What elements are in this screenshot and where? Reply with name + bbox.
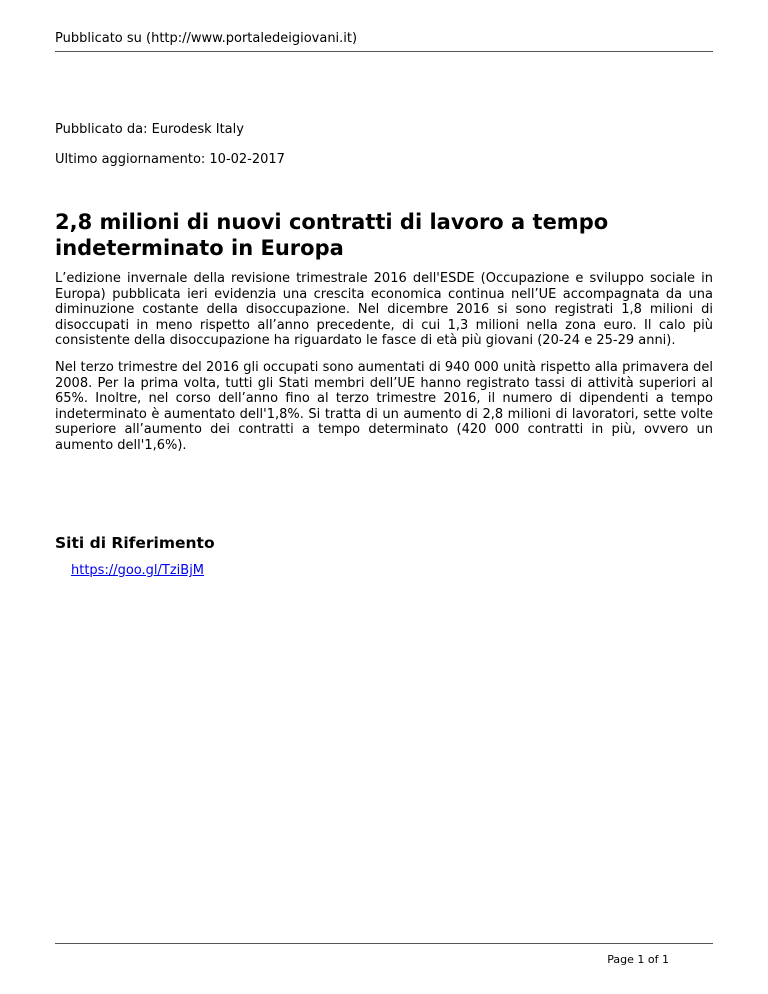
last-updated-line: Ultimo aggiornamento: 10-02-2017 bbox=[55, 152, 285, 167]
reference-link[interactable]: https://goo.gl/TziBjM bbox=[71, 563, 205, 578]
page-number: Page 1 of 1 bbox=[607, 953, 669, 966]
article-paragraph-2: Nel terzo trimestre del 2016 gli occupati sono aumentati di 940 000 unità rispetto alla primavera del 2008. Per la prima volta, tutti gli Stati membri dell’UE hanno registrato tassi di attività superiori al 65%. Inoltre, nel corso dell’anno fino al terzo trimestre 2016, il numero di dipendenti a tempo indeterminato è aumentato dell'1,8%. Si tratta di un aumento di 2,8 milioni di lavoratori, sette volte superiore all’aumento dei contratti a tempo determinato (420 000 contratti in più, ovvero un aumento dell'1,6%). bbox=[55, 360, 713, 453]
publisher-line: Pubblicato da: Eurodesk Italy bbox=[55, 122, 244, 137]
references-heading: Siti di Riferimento bbox=[55, 534, 215, 552]
article-title: 2,8 milioni di nuovi contratti di lavoro a tempo indeterminato in Europa bbox=[55, 210, 609, 260]
header-divider bbox=[55, 51, 713, 52]
footer-divider bbox=[55, 943, 713, 944]
article-paragraph-1: L’edizione invernale della revisione trimestrale 2016 dell'ESDE (Occupazione e sviluppo sociale in Europa) pubblicata ieri evidenzia una crescita economica continua nell’UE accompagnata da una diminuzione costante della disoccupazione. Nel dicembre 2016 si sono registrati 1,8 milioni di disoccupati in meno rispetto all’anno precedente, di cui 1,3 milioni nella zona euro. Il calo più consistente della disoccupazione ha riguardato le fasce di età più giovani (20-24 e 25-29 anni). bbox=[55, 271, 713, 348]
header-source: Pubblicato su (http://www.portaledeigiovani.it) bbox=[55, 31, 358, 46]
